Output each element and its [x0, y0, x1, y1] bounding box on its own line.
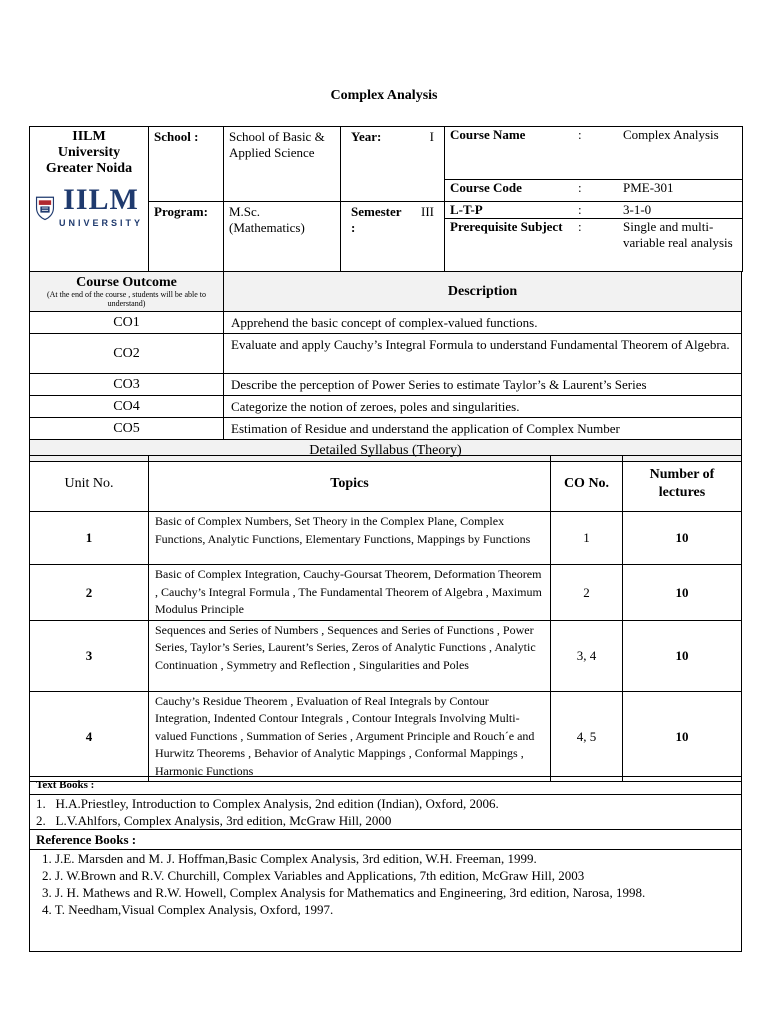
- ltp-value: 3-1-0: [623, 202, 652, 217]
- logo-subtitle: UNIVERSITY: [58, 218, 143, 228]
- prereq-label: Prerequisite Subject: [450, 219, 563, 234]
- co-description: Estimation of Residue and understand the application of Complex Number: [224, 418, 742, 440]
- description-header: Description: [224, 272, 742, 312]
- school-value: School of Basic & Applied Science: [224, 127, 341, 202]
- program-label: Program:: [149, 202, 224, 272]
- year-label: Year:: [351, 129, 382, 144]
- program-value: M.Sc. (Mathematics): [224, 202, 341, 272]
- university-crest-icon: [35, 192, 55, 224]
- school-label: School :: [149, 127, 224, 202]
- university-name-line3: Greater Noida: [45, 161, 133, 176]
- unit-topics: Basic of Complex Integration, Cauchy-Goursat Theorem, Deformation Theorem , Cauchy’s Integral Formula , The Fundamental Theorem of Algebra , Maximum Modulus Principle: [149, 565, 551, 621]
- table-row: [30, 691, 742, 782]
- list-item: 4. T. Needham,Visual Complex Analysis, Oxford, 1997.: [42, 902, 334, 917]
- year-value: I: [429, 129, 434, 144]
- text-books-heading: Text Books :: [30, 777, 742, 795]
- document-title: Complex Analysis: [330, 88, 438, 103]
- co-id: CO5: [30, 418, 224, 440]
- unit-number: 4: [30, 691, 149, 782]
- prereq-value: Single and multi-variable real analysis: [623, 219, 733, 250]
- co-description: Describe the perception of Power Series to estimate Taylor’s & Laurent’s Series: [224, 374, 742, 396]
- unit-co: 4, 5: [551, 691, 623, 782]
- ltp-label: L-T-P: [450, 202, 483, 217]
- syllabus-title: Detailed Syllabus (Theory): [30, 440, 742, 462]
- reference-books-table: [29, 829, 742, 952]
- colon: :: [578, 202, 582, 217]
- course-outcome-subtitle: (At the end of the course , students will be able to understand): [46, 290, 207, 308]
- unit-topics: Sequences and Series of Numbers , Sequences and Series of Functions , Power Series, Taylor’s Series, Laurent’s Series, Zeros of Analytic Functions , Analytic Continuation , Symmetry and Reflection , Singularities and Poles: [149, 620, 551, 691]
- colon: :: [578, 127, 582, 142]
- course-name-label: Course Name: [450, 127, 526, 142]
- course-outcome-title: Course Outcome: [76, 275, 177, 290]
- ltp-cell: [445, 202, 743, 272]
- co-id: CO3: [30, 374, 224, 396]
- co-id: CO4: [30, 396, 224, 418]
- course-code-value: PME-301: [623, 179, 674, 195]
- co-description: Categorize the notion of zeroes, poles and singularities.: [224, 396, 742, 418]
- course-code-label: Course Code: [450, 179, 522, 195]
- university-name-line2: University: [57, 145, 121, 160]
- table-row: [30, 565, 742, 621]
- list-item: 3. J. H. Mathews and R.W. Howell, Complex Analysis for Mathematics and Engineering, 3rd edition, Narosa, 1998.: [42, 885, 646, 900]
- unit-co: 2: [551, 565, 623, 621]
- unit-lectures: 10: [623, 691, 742, 782]
- syllabus-table: [29, 455, 742, 782]
- unit-number: 3: [30, 620, 149, 691]
- unit-topics: Basic of Complex Numbers, Set Theory in the Complex Plane, Complex Functions, Analytic Functions, Elementary Functions, Mappings by Functions: [149, 512, 551, 565]
- colon: :: [578, 179, 582, 195]
- table-row: [30, 512, 742, 565]
- list-item: 2. L.V.Ahlfors, Complex Analysis, 3rd edition, McGraw Hill, 2000: [36, 813, 392, 828]
- unit-lectures: 10: [623, 620, 742, 691]
- co-id: CO1: [30, 312, 224, 334]
- university-logo: [35, 185, 143, 231]
- unit-header: Unit No.: [30, 456, 149, 512]
- unit-number: 2: [30, 565, 149, 621]
- list-item: 2. J. W.Brown and R.V. Churchill, Complex Variables and Applications, 7th edition, McGraw Hill, 2003: [42, 868, 585, 883]
- unit-lectures: 10: [623, 512, 742, 565]
- text-books-table: [29, 776, 742, 830]
- course-outcome-table: [29, 271, 742, 462]
- year-cell: [341, 127, 445, 202]
- semester-cell: [341, 202, 445, 272]
- co-no-header: CO No.: [551, 456, 623, 512]
- logo-wordmark: IILM: [63, 183, 139, 216]
- table-row: [30, 620, 742, 691]
- course-header-table: [29, 126, 743, 272]
- list-item: 1. J.E. Marsden and M. J. Hoffman,Basic Complex Analysis, 3rd edition, W.H. Freeman, 1999.: [42, 851, 537, 866]
- unit-topics: Cauchy’s Residue Theorem , Evaluation of Real Integrals by Contour Integration, Indented Contour Integrals , Contour Integrals Involving Multi-valued Functions , Summation of Series , Argument Principle and Rouch´e and Hurwitz Theorems , Behavior of Analytic Mappings , Conformal Mappings , Harmonic Functions: [149, 691, 551, 782]
- unit-co: 3, 4: [551, 620, 623, 691]
- list-item: 1. H.A.Priestley, Introduction to Complex Analysis, 2nd edition (Indian), Oxford, 2006.: [36, 796, 499, 811]
- colon: :: [578, 219, 582, 234]
- course-outcome-header: [30, 272, 224, 312]
- lectures-header: Number of lectures: [623, 456, 742, 512]
- university-block: [30, 127, 149, 272]
- unit-number: 1: [30, 512, 149, 565]
- semester-value: III: [421, 204, 434, 219]
- unit-lectures: 10: [623, 565, 742, 621]
- co-description: Apprehend the basic concept of complex-valued functions.: [224, 312, 742, 334]
- co-id: CO2: [30, 334, 224, 374]
- semester-label: Semester :: [351, 204, 402, 235]
- text-books-list: [30, 795, 742, 830]
- course-info-cell: [445, 127, 743, 202]
- unit-co: 1: [551, 512, 623, 565]
- reference-books-list: [30, 850, 742, 952]
- reference-books-heading: Reference Books :: [30, 830, 742, 850]
- topics-header: Topics: [149, 456, 551, 512]
- university-name-line1: IILM: [72, 129, 106, 144]
- course-name-value: Complex Analysis: [623, 127, 719, 142]
- co-description: Evaluate and apply Cauchy’s Integral Formula to understand Fundamental Theorem of Algebra.: [224, 334, 742, 374]
